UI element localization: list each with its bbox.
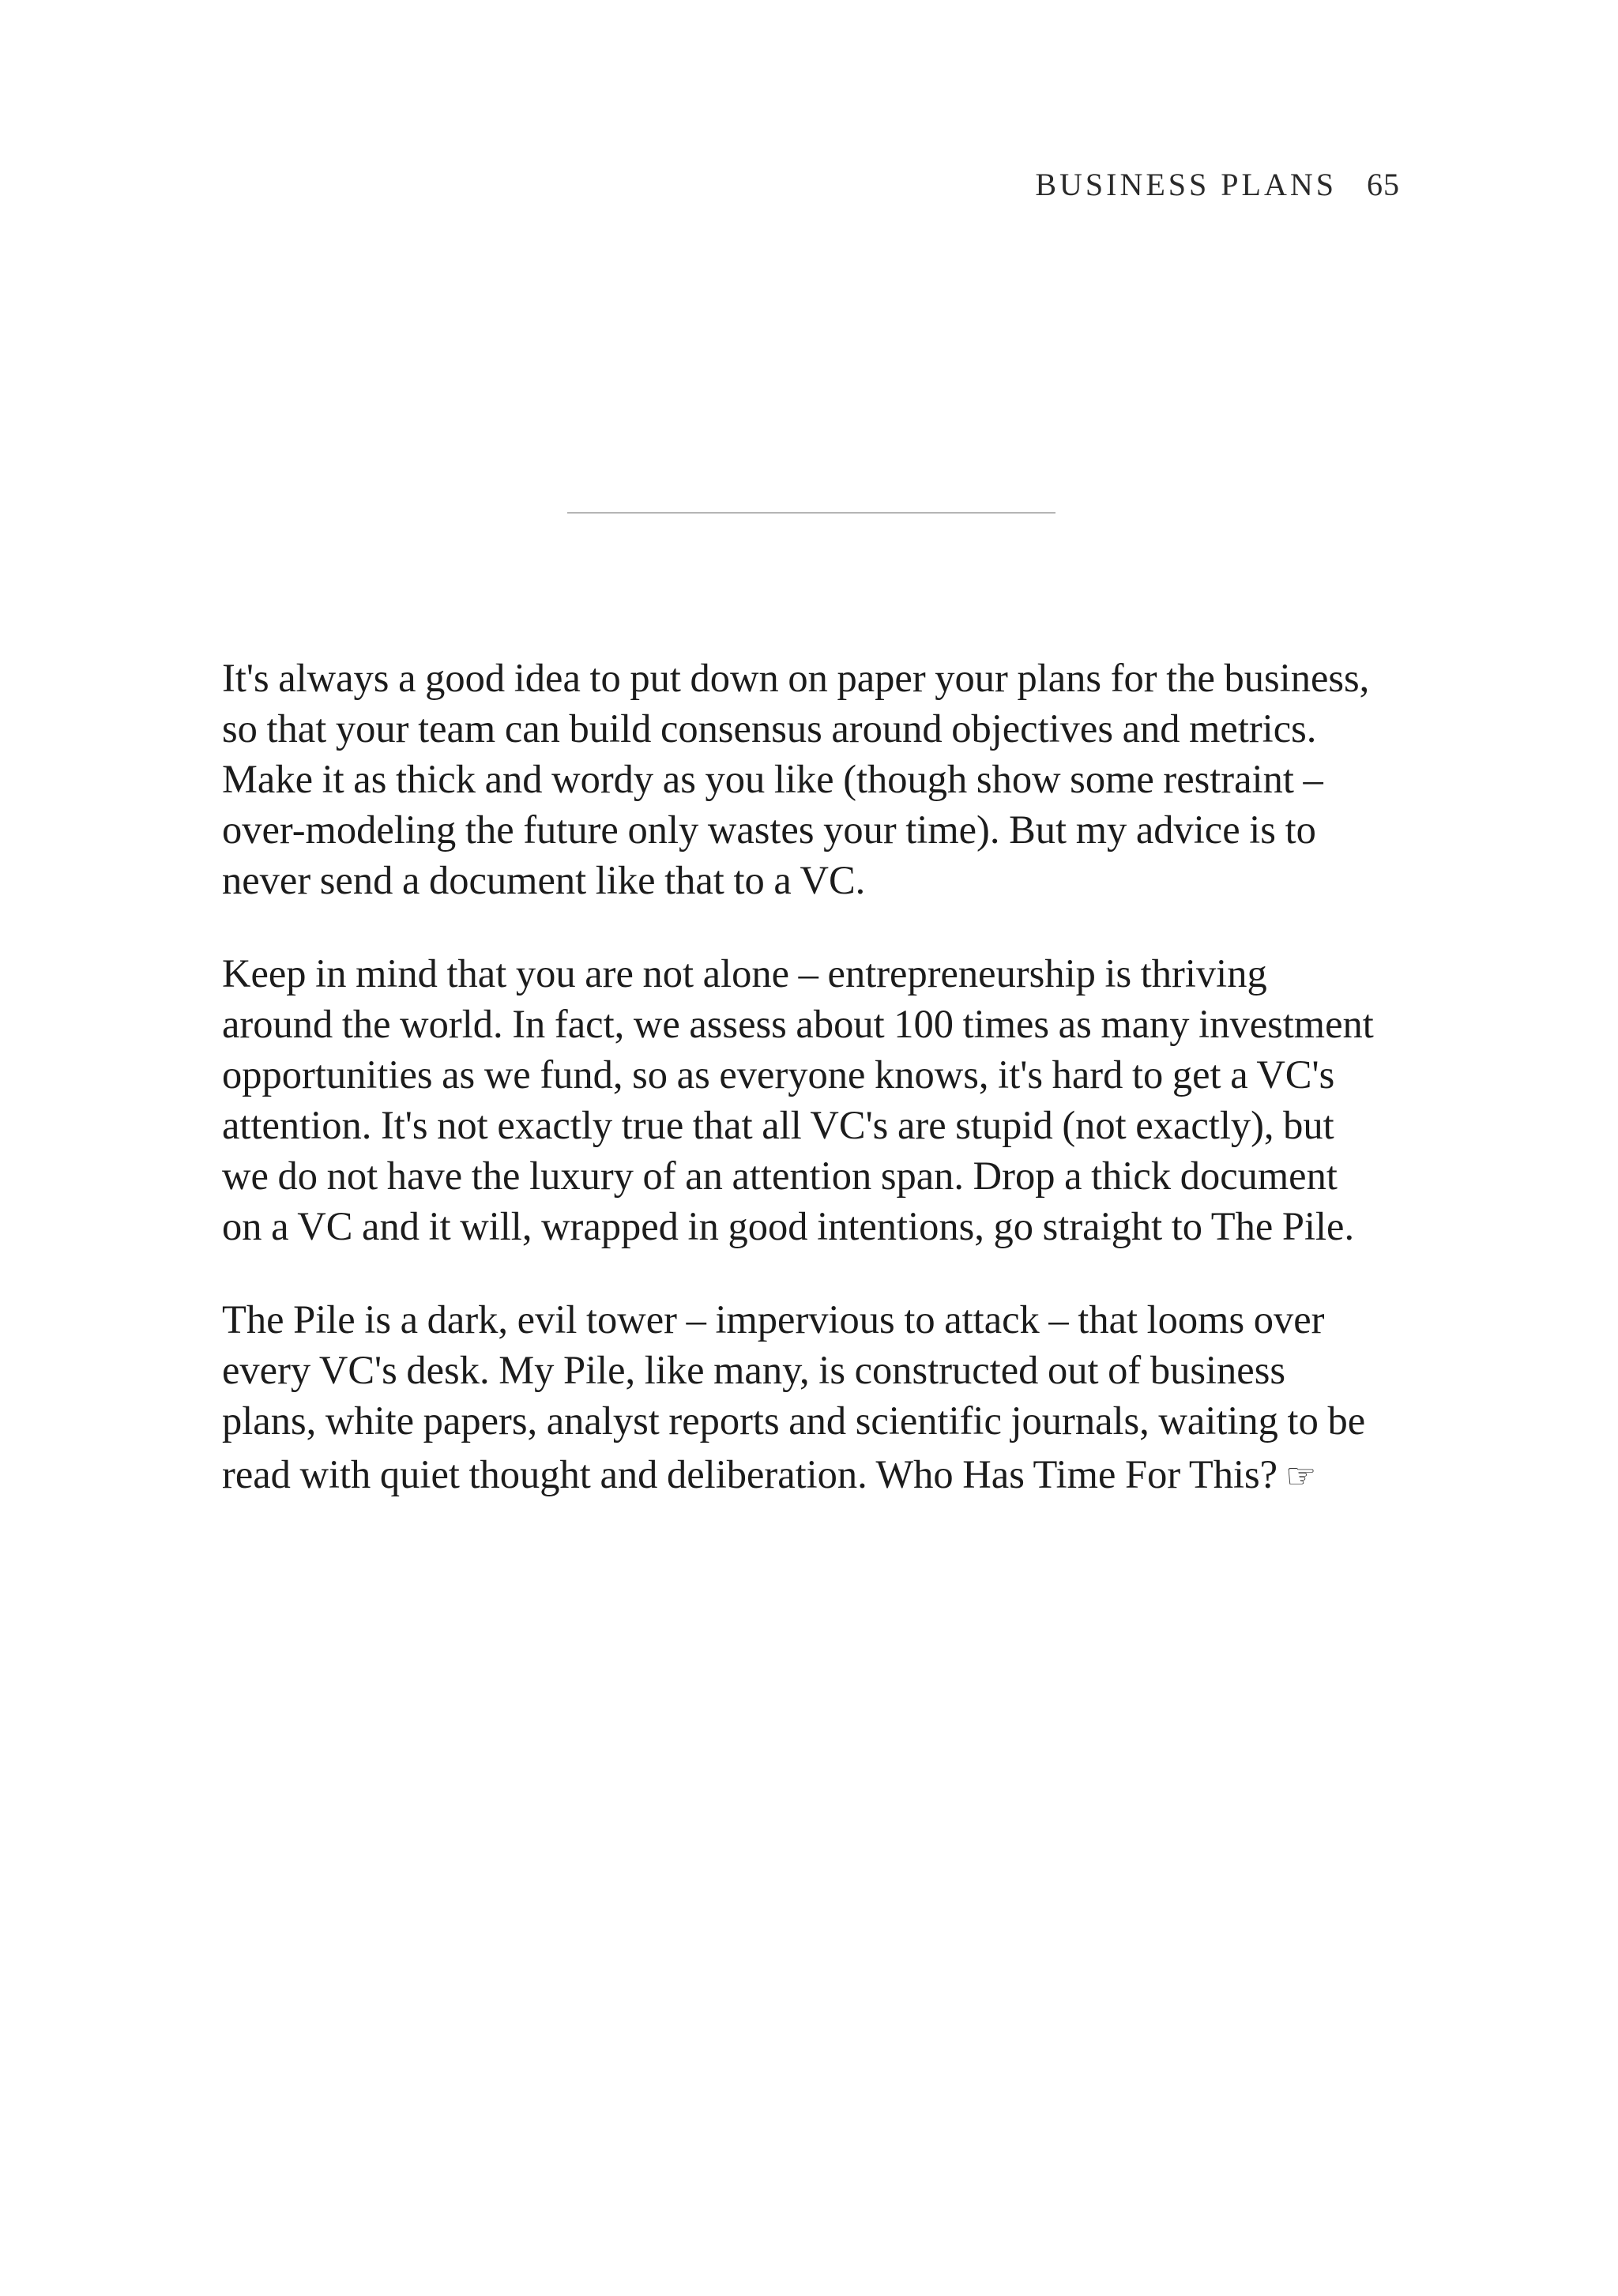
text-line: never send a document like that to a VC. [222,858,866,902]
text-line: plans, white papers, analyst reports and scientific journals, waiting to be [222,1398,1366,1443]
text-line: over-modeling the future only wastes your time). But my advice is to [222,807,1316,852]
text-line-content: read with quiet thought and deliberation. Who Has Time For This? [222,1452,1278,1496]
paragraph-1 [222,653,1407,905]
paragraph-2 [222,948,1407,1252]
pointing-hand-icon: ☞ [1285,1456,1317,1496]
text-line: It's always a good idea to put down on paper your plans for the business, [222,656,1370,700]
text-line: every VC's desk. My Pile, like many, is constructed out of business [222,1348,1286,1392]
section-divider [567,512,1055,514]
text-line: opportunities as we fund, so as everyone knows, it's hard to get a VC's [222,1052,1335,1097]
text-line: The Pile is a dark, evil tower – impervious to attack – that looms over [222,1297,1325,1342]
text-line [222,1446,1407,1505]
running-title: BUSINESS PLANS [1035,167,1337,202]
body-text [222,653,1407,1548]
paragraph-3 [222,1294,1407,1505]
text-line: on a VC and it will, wrapped in good intentions, go straight to The Pile. [222,1204,1355,1248]
text-line: around the world. In fact, we assess about 100 times as many investment [222,1002,1374,1046]
text-line: Make it as thick and wordy as you like (though show some restraint – [222,757,1323,801]
text-line: we do not have the luxury of an attention span. Drop a thick document [222,1154,1338,1198]
text-line: Keep in mind that you are not alone – entrepreneurship is thriving [222,951,1267,996]
page-number: 65 [1367,167,1400,202]
running-head [1035,166,1400,203]
text-line: so that your team can build consensus around objectives and metrics. [222,706,1317,751]
text-line: attention. It's not exactly true that all VC's are stupid (not exactly), but [222,1103,1334,1147]
